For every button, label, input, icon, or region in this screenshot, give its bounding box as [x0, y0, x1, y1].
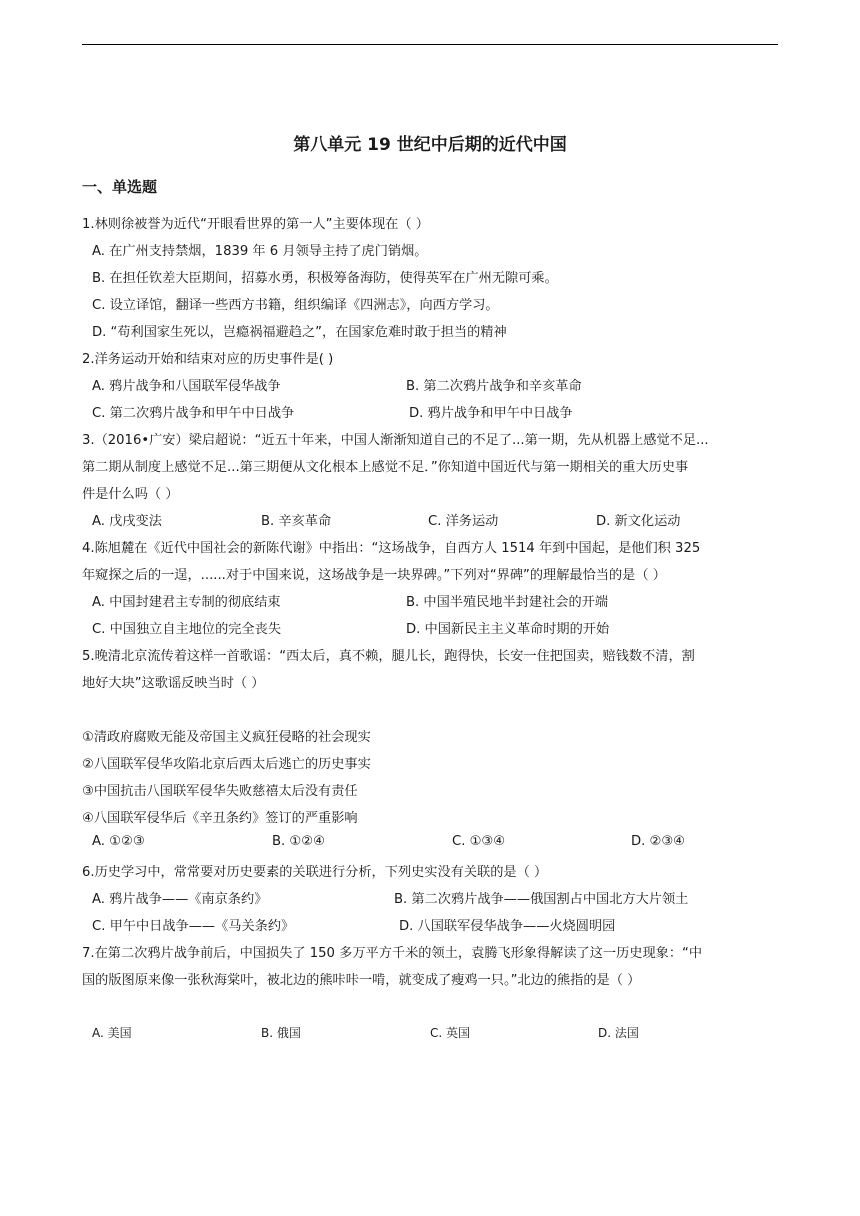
question-7-stem-line-1: 7.在第二次鸦片战争前后，中国损失了 150 多万平方千米的领土，袁腾飞形象得解读了这一历史现象：“中 [82, 946, 703, 961]
question-2-stem: 2.洋务运动开始和结束对应的历史事件是( ) [82, 352, 334, 367]
question-4-option-d: D. 中国新民主主义革命时期的开始 [406, 622, 610, 637]
question-7-stem-line-2: 国的版图原来像一张秋海棠叶，被北边的熊咔咔一啃，就变成了瘦鸡一只。”北边的熊指的是（ ） [82, 973, 641, 988]
question-6-option-d: D. 八国联军侵华战争——火烧圆明园 [399, 919, 616, 934]
question-7-option-b: B. 俄国 [261, 1026, 301, 1040]
question-7-option-d: D. 法国 [598, 1026, 639, 1040]
question-6-option-c: C. 甲午中日战争——《马关条约》 [92, 919, 295, 934]
question-3-stem-line-1: 3.（2016•广安）梁启超说：“近五十年来，中国人渐渐知道自己的不足了...第一期，先从机器上感觉不足... [82, 433, 709, 448]
question-5-statement-2: ②八国联军侵华攻陷北京后西太后逃亡的历史事实 [82, 757, 371, 772]
question-4-stem-line-1: 4.陈旭麓在《近代中国社会的新陈代谢》中指出：“这场战争，自西方人 1514 年到中国起，是他们积 325 [82, 541, 701, 556]
question-3-stem-line-3: 件是什么吗（ ） [82, 487, 179, 502]
question-2-option-a: A. 鸦片战争和八国联军侵华战争 [92, 379, 281, 394]
section-heading: 一、单选题 [82, 178, 158, 196]
question-1-option-b: B. 在担任钦差大臣期间，招募水勇，积极筹备海防，使得英军在广州无隙可乘。 [92, 271, 558, 286]
question-2-option-d: D. 鸦片战争和甲午中日战争 [409, 406, 573, 421]
question-5-option-c: C. ①③④ [452, 834, 506, 849]
question-5-stem-line-1: 5.晚清北京流传着这样一首歌谣：“西太后，真不赖，腿儿长，跑得快，长安一住把国卖，赔钱数不清，割 [82, 649, 695, 664]
question-7-option-c: C. 英国 [430, 1026, 471, 1040]
question-3-option-b: B. 辛亥革命 [261, 514, 332, 529]
question-1-option-d: D. “苟利国家生死以，岂瘾祸福避趋之”，在国家危难时敢于担当的精神 [92, 325, 507, 340]
question-6-stem: 6.历史学习中，常常要对历史要素的关联进行分析，下列史实没有关联的是（ ） [82, 865, 548, 880]
question-3-stem-line-2: 第二期从制度上感觉不足...第三期便从文化根本上感觉不足．”你知道中国近代与第一期相关的重大历史事 [82, 460, 689, 475]
question-7-option-a: A. 美国 [92, 1026, 132, 1040]
question-5-stem-line-2: 地好大块”这歌谣反映当时（ ） [82, 676, 265, 691]
question-5-statement-1: ①清政府腐败无能及帝国主义疯狂侵略的社会现实 [82, 730, 371, 745]
question-4-option-a: A. 中国封建君主专制的彻底结束 [92, 595, 281, 610]
question-2-option-c: C. 第二次鸦片战争和甲午中日战争 [92, 406, 295, 421]
question-3-option-a: A. 戊戌变法 [92, 514, 162, 529]
question-6-option-a: A. 鸦片战争——《南京条约》 [92, 892, 268, 907]
header-rule [82, 44, 778, 45]
question-3-option-c: C. 洋务运动 [428, 514, 499, 529]
question-5-statement-3: ③中国抗击八国联军侵华失败慈禧太后没有责任 [82, 784, 358, 799]
question-1-option-c: C. 设立译馆，翻译一些西方书籍，组织编译《四洲志》，向西方学习。 [92, 298, 499, 313]
question-4-option-c: C. 中国独立自主地位的完全丧失 [92, 622, 282, 637]
question-2-option-b: B. 第二次鸦片战争和辛亥革命 [406, 379, 582, 394]
question-4-stem-line-2: 年窥探之后的一逞，......对于中国来说，这场战争是一块界碑。”下列对“界碑”的理解最恰当的是（ ） [82, 568, 666, 583]
page-title: 第八单元 19 世纪中后期的近代中国 [293, 135, 567, 155]
question-5-option-b: B. ①②④ [272, 834, 325, 849]
question-5-option-a: A. ①②③ [92, 834, 145, 849]
question-4-option-b: B. 中国半殖民地半封建社会的开端 [406, 595, 609, 610]
question-3-option-d: D. 新文化运动 [596, 514, 681, 529]
question-1-stem: 1.林则徐被誉为近代“开眼看世界的第一人”主要体现在（ ） [82, 217, 429, 232]
question-1-option-a: A. 在广州支持禁烟，1839 年 6 月领导主持了虎门销烟。 [92, 244, 428, 259]
question-6-option-b: B. 第二次鸦片战争——俄国割占中国北方大片领土 [394, 892, 689, 907]
question-5-statement-4: ④八国联军侵华后《辛丑条约》签订的严重影响 [82, 811, 358, 826]
question-5-option-d: D. ②③④ [631, 834, 686, 849]
